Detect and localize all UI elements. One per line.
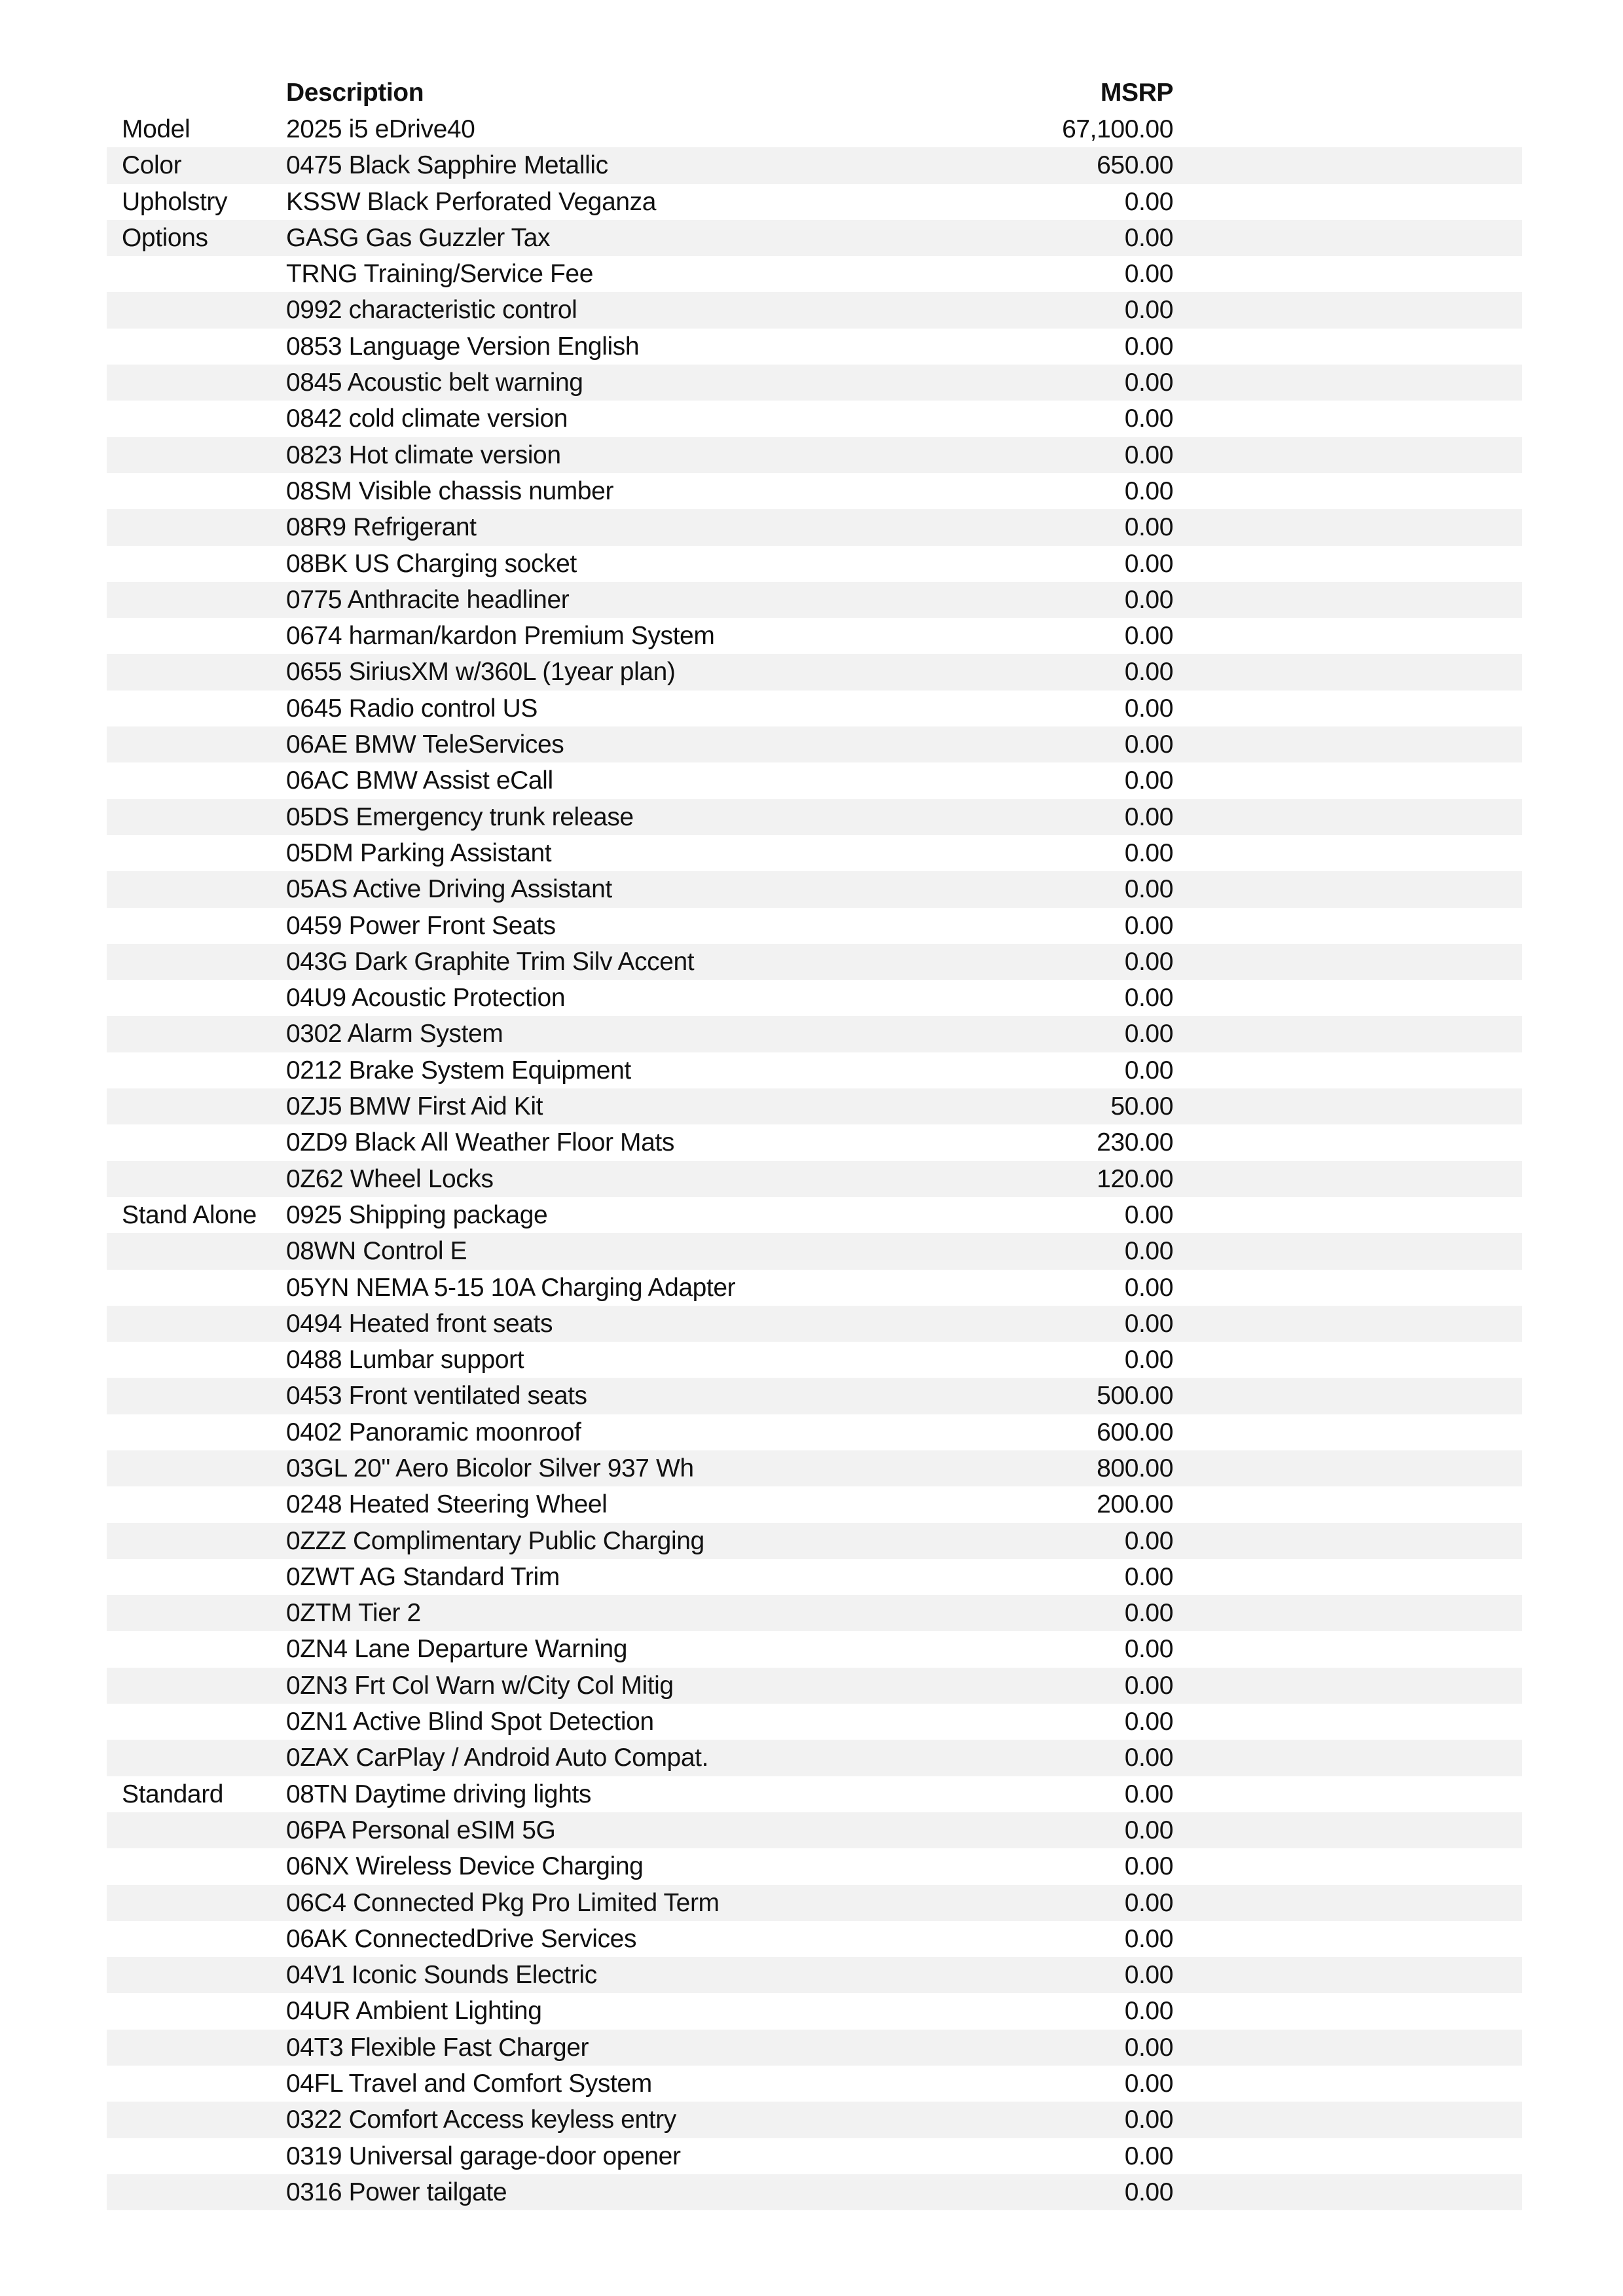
item-msrp: 500.00 (1097, 1382, 1173, 1410)
item-description: 0316 Power tailgate (286, 2178, 507, 2206)
item-msrp: 650.00 (1097, 151, 1173, 180)
item-msrp: 200.00 (1097, 1490, 1173, 1519)
item-msrp: 0.00 (1124, 766, 1173, 795)
item-description: 08TN Daytime driving lights (286, 1780, 592, 1808)
item-msrp: 0.00 (1124, 1562, 1173, 1591)
table-body (107, 111, 1522, 2210)
table-row (107, 1306, 1522, 1342)
item-description: 06C4 Connected Pkg Pro Limited Term (286, 1888, 720, 1917)
item-description: 06AE BMW TeleServices (286, 730, 564, 759)
item-description: 04UR Ambient Lighting (286, 1997, 542, 2026)
table-row (107, 401, 1522, 437)
table-row (107, 1993, 1522, 2029)
item-msrp: 0.00 (1124, 1599, 1173, 1628)
table-row (107, 220, 1522, 256)
item-description: 0842 cold climate version (286, 404, 568, 433)
table-row (107, 1668, 1522, 1704)
item-description: 06AK ConnectedDrive Services (286, 1924, 637, 1953)
item-msrp: 0.00 (1124, 911, 1173, 940)
item-description: 05DM Parking Assistant (286, 838, 552, 867)
item-msrp: 0.00 (1124, 296, 1173, 325)
table-row (107, 908, 1522, 944)
item-msrp: 0.00 (1124, 440, 1173, 469)
item-msrp: 0.00 (1124, 1888, 1173, 1917)
item-description: 0992 characteristic control (286, 296, 577, 325)
table-row (107, 691, 1522, 726)
item-description: 04U9 Acoustic Protection (286, 984, 566, 1013)
table-row (107, 184, 1522, 220)
table-row (107, 582, 1522, 618)
table-row (107, 1124, 1522, 1160)
item-description: 0ZTM Tier 2 (286, 1599, 421, 1628)
item-msrp: 0.00 (1124, 513, 1173, 542)
item-description: 06NX Wireless Device Charging (286, 1852, 644, 1881)
item-msrp: 600.00 (1097, 1418, 1173, 1446)
section-label: Options (122, 223, 208, 252)
item-description: 0ZD9 Black All Weather Floor Mats (286, 1128, 674, 1157)
item-msrp: 0.00 (1124, 1346, 1173, 1374)
item-msrp: 0.00 (1124, 1744, 1173, 1772)
item-msrp: 0.00 (1124, 1816, 1173, 1844)
item-msrp: 120.00 (1097, 1164, 1173, 1193)
item-description: 0925 Shipping package (286, 1200, 548, 1229)
item-msrp: 0.00 (1124, 1020, 1173, 1049)
item-msrp: 0.00 (1124, 549, 1173, 578)
item-msrp: 0.00 (1124, 694, 1173, 723)
item-description: 08BK US Charging socket (286, 549, 577, 578)
item-msrp: 50.00 (1110, 1092, 1173, 1121)
item-msrp: 0.00 (1124, 1200, 1173, 1229)
item-msrp: 0.00 (1124, 2070, 1173, 2098)
item-msrp: 800.00 (1097, 1454, 1173, 1482)
table-row (107, 1197, 1522, 1233)
table-row (107, 1450, 1522, 1486)
table-row (107, 1595, 1522, 1631)
item-description: 0823 Hot climate version (286, 440, 561, 469)
item-description: 05DS Emergency trunk release (286, 802, 634, 831)
table-row (107, 2066, 1522, 2102)
table-row (107, 111, 1522, 147)
item-description: 0488 Lumbar support (286, 1346, 524, 1374)
table-row (107, 1776, 1522, 1812)
item-msrp: 0.00 (1124, 1671, 1173, 1700)
item-description: 0845 Acoustic belt warning (286, 368, 583, 397)
item-msrp: 67,100.00 (1062, 115, 1173, 143)
table-row (107, 1270, 1522, 1306)
item-msrp: 0.00 (1124, 1635, 1173, 1664)
item-msrp: 230.00 (1097, 1128, 1173, 1157)
item-description: 0402 Panoramic moonroof (286, 1418, 581, 1446)
table-row (107, 1088, 1522, 1124)
item-msrp: 0.00 (1124, 947, 1173, 976)
table-row (107, 1921, 1522, 1957)
item-msrp: 0.00 (1124, 476, 1173, 505)
table-header (107, 75, 1522, 111)
table-row (107, 2174, 1522, 2210)
item-description: 0494 Heated front seats (286, 1309, 553, 1338)
table-row (107, 835, 1522, 871)
item-description: 08SM Visible chassis number (286, 476, 614, 505)
item-description: 0248 Heated Steering Wheel (286, 1490, 608, 1519)
table-row (107, 1378, 1522, 1414)
table-row (107, 762, 1522, 798)
item-description: 0ZWT AG Standard Trim (286, 1562, 560, 1591)
item-msrp: 0.00 (1124, 838, 1173, 867)
table-row (107, 1812, 1522, 1848)
table-row (107, 1559, 1522, 1595)
section-label: Upholstry (122, 187, 228, 216)
table-row (107, 1885, 1522, 1921)
item-msrp: 0.00 (1124, 802, 1173, 831)
item-msrp: 0.00 (1124, 1056, 1173, 1085)
item-msrp: 0.00 (1124, 223, 1173, 252)
item-description: 0775 Anthracite headliner (286, 585, 570, 614)
item-description: GASG Gas Guzzler Tax (286, 223, 551, 252)
table-row (107, 1233, 1522, 1269)
section-label: Color (122, 151, 182, 180)
item-msrp: 0.00 (1124, 622, 1173, 651)
item-msrp: 0.00 (1124, 2142, 1173, 2170)
item-description: 0ZN4 Lane Departure Warning (286, 1635, 628, 1664)
item-description: 0302 Alarm System (286, 1020, 503, 1049)
table-row (107, 256, 1522, 292)
item-description: TRNG Training/Service Fee (286, 260, 593, 289)
item-msrp: 0.00 (1124, 260, 1173, 289)
table-row (107, 473, 1522, 509)
table-row (107, 1740, 1522, 1776)
item-msrp: 0.00 (1124, 368, 1173, 397)
item-msrp: 0.00 (1124, 1924, 1173, 1953)
item-msrp: 0.00 (1124, 1526, 1173, 1555)
item-description: 0453 Front ventilated seats (286, 1382, 587, 1410)
item-msrp: 0.00 (1124, 1961, 1173, 1990)
item-description: 0ZZZ Complimentary Public Charging (286, 1526, 704, 1555)
item-description: 0319 Universal garage-door opener (286, 2142, 681, 2170)
item-msrp: 0.00 (1124, 2033, 1173, 2062)
item-description: 05YN NEMA 5-15 10A Charging Adapter (286, 1273, 736, 1302)
item-msrp: 0.00 (1124, 187, 1173, 216)
item-msrp: 0.00 (1124, 1852, 1173, 1881)
item-description: 06AC BMW Assist eCall (286, 766, 553, 795)
table-row (107, 1414, 1522, 1450)
table-row (107, 1848, 1522, 1884)
section-label: Stand Alone (122, 1200, 257, 1229)
description-header: Description (286, 79, 424, 107)
item-description: 0674 harman/kardon Premium System (286, 622, 715, 651)
item-msrp: 0.00 (1124, 730, 1173, 759)
item-description: 0ZN3 Frt Col Warn w/City Col Mitig (286, 1671, 674, 1700)
item-msrp: 0.00 (1124, 1237, 1173, 1266)
section-label: Model (122, 115, 191, 143)
item-msrp: 0.00 (1124, 404, 1173, 433)
msrp-header: MSRP (1100, 79, 1173, 107)
item-msrp: 0.00 (1124, 1780, 1173, 1808)
table-row (107, 1016, 1522, 1052)
item-msrp: 0.00 (1124, 1997, 1173, 2026)
item-description: 0Z62 Wheel Locks (286, 1164, 494, 1193)
table-row (107, 799, 1522, 835)
table-row (107, 1631, 1522, 1667)
table-row (107, 654, 1522, 690)
table-row (107, 509, 1522, 545)
item-msrp: 0.00 (1124, 585, 1173, 614)
item-msrp: 0.00 (1124, 875, 1173, 904)
item-description: KSSW Black Perforated Veganza (286, 187, 657, 216)
table-row (107, 726, 1522, 762)
item-msrp: 0.00 (1124, 658, 1173, 687)
table-row (107, 944, 1522, 980)
table-row (107, 2138, 1522, 2174)
table-row (107, 437, 1522, 473)
item-description: 06PA Personal eSIM 5G (286, 1816, 556, 1844)
table-row (107, 1704, 1522, 1740)
item-description: 04FL Travel and Comfort System (286, 2070, 652, 2098)
item-description: 043G Dark Graphite Trim Silv Accent (286, 947, 695, 976)
table-row (107, 1052, 1522, 1088)
item-description: 08WN Control E (286, 1237, 467, 1266)
table-row (107, 292, 1522, 328)
price-sheet (107, 75, 1522, 2210)
item-description: 0322 Comfort Access keyless entry (286, 2106, 676, 2134)
item-description: 0212 Brake System Equipment (286, 1056, 631, 1085)
table-row (107, 871, 1522, 907)
item-description: 0ZN1 Active Blind Spot Detection (286, 1708, 654, 1736)
item-description: 0645 Radio control US (286, 694, 538, 723)
item-description: 0ZJ5 BMW First Aid Kit (286, 1092, 543, 1121)
item-msrp: 0.00 (1124, 332, 1173, 361)
item-msrp: 0.00 (1124, 2178, 1173, 2206)
item-description: 2025 i5 eDrive40 (286, 115, 475, 143)
item-description: 0459 Power Front Seats (286, 911, 556, 940)
item-description: 0475 Black Sapphire Metallic (286, 151, 608, 180)
item-description: 04V1 Iconic Sounds Electric (286, 1961, 597, 1990)
table-row (107, 365, 1522, 401)
table-row (107, 618, 1522, 654)
table-row (107, 329, 1522, 365)
table-row (107, 980, 1522, 1016)
item-msrp: 0.00 (1124, 1309, 1173, 1338)
table-row (107, 2102, 1522, 2138)
section-label: Standard (122, 1780, 224, 1808)
table-row (107, 1161, 1522, 1197)
item-msrp: 0.00 (1124, 2106, 1173, 2134)
item-description: 0853 Language Version English (286, 332, 640, 361)
item-description: 04T3 Flexible Fast Charger (286, 2033, 589, 2062)
item-description: 08R9 Refrigerant (286, 513, 477, 542)
table-row (107, 147, 1522, 183)
table-row (107, 1523, 1522, 1559)
item-description: 05AS Active Driving Assistant (286, 875, 612, 904)
item-description: 0655 SiriusXM w/360L (1year plan) (286, 658, 676, 687)
item-msrp: 0.00 (1124, 1273, 1173, 1302)
table-row (107, 1486, 1522, 1522)
item-msrp: 0.00 (1124, 1708, 1173, 1736)
item-description: 0ZAX CarPlay / Android Auto Compat. (286, 1744, 709, 1772)
item-msrp: 0.00 (1124, 984, 1173, 1013)
table-row (107, 546, 1522, 582)
table-row (107, 1957, 1522, 1993)
table-row (107, 2030, 1522, 2066)
table-row (107, 1342, 1522, 1378)
item-description: 03GL 20" Aero Bicolor Silver 937 Wh (286, 1454, 694, 1482)
